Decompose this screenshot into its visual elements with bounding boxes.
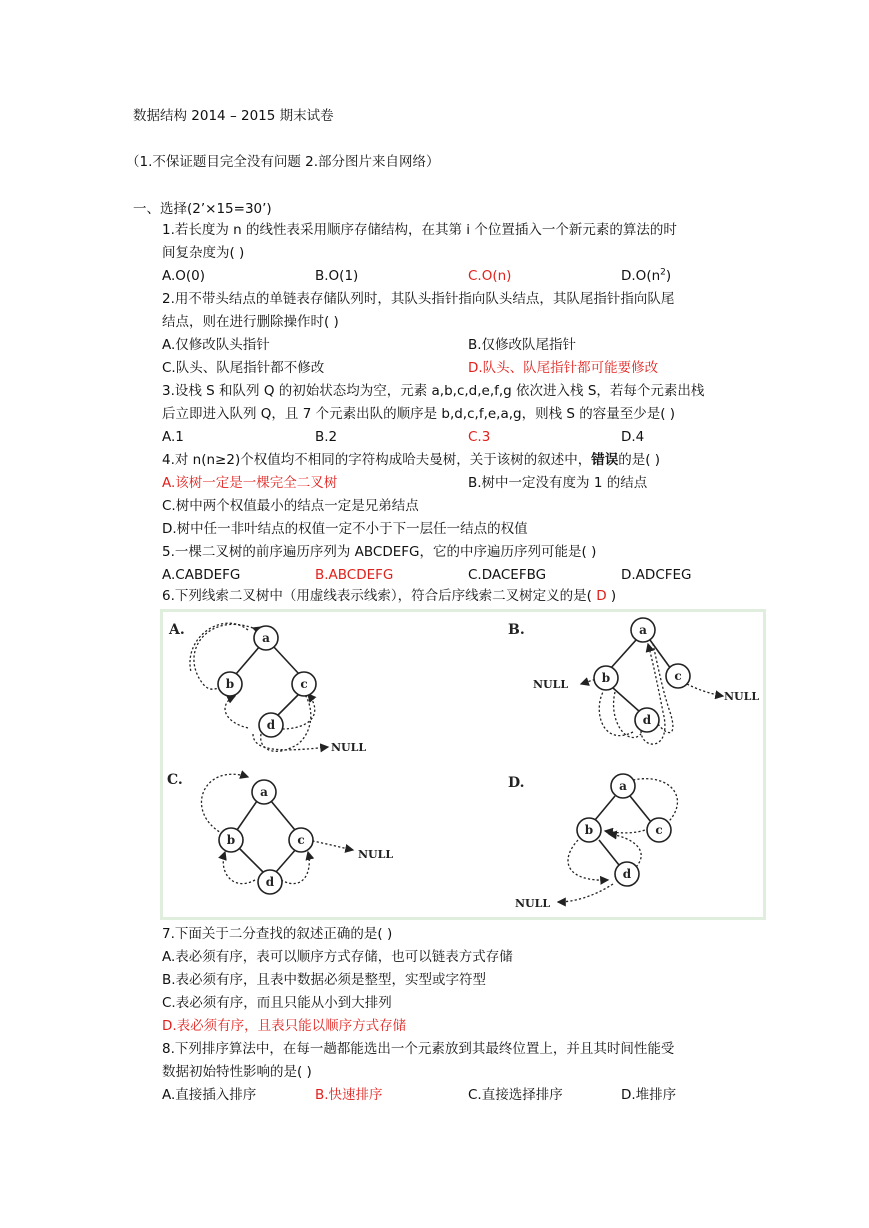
q7-option-c: C.表必须有序，而且只能从小到大排列 (162, 995, 392, 1011)
q6-line-pre: 6.下列线索二叉树中（用虚线表示线索），符合后序线索二叉树定义的是( (162, 588, 597, 604)
q6-line-post: ) (606, 588, 617, 604)
q3-line-2: 后立即进入队列 Q，且 7 个元素出队的顺序是 b,d,c,f,e,a,g，则栈 S 的容量至少是( ) (162, 406, 676, 422)
q5-option-c: C.DACEFBG (468, 567, 547, 583)
panel-a-label: A. (169, 622, 185, 638)
panel-a-node-b: b (225, 677, 235, 691)
q1-option-d (621, 266, 671, 286)
q2-option-b: B.仅修改队尾指针 (468, 337, 577, 353)
q2-option-a: A.仅修改队头指针 (162, 337, 270, 353)
q7-option-d-answer: D.表必须有序，且表只能以顺序方式存储 (162, 1018, 407, 1034)
panel-b-node-b: b (601, 671, 611, 685)
panel-c (167, 772, 393, 894)
q7-option-b: B.表必须有序，且表中数据必须是整型，实型或字符型 (162, 972, 487, 988)
q6-answer: D (596, 588, 607, 604)
q8-option-a: A.直接插入排序 (162, 1087, 257, 1103)
q7-line-1: 7.下面关于二分查找的叙述正确的是( ) (162, 926, 393, 942)
panel-b (508, 618, 759, 744)
q5-line-1: 5.一棵二叉树的前序遍历序列为 ABCDEFG，它的中序遍历序列可能是( ) (162, 544, 597, 560)
document-title: 数据结构 2014 – 2015 期末试卷 (133, 108, 334, 124)
q8-option-d: D.堆排序 (621, 1087, 677, 1103)
panel-a-node-a: a (262, 631, 270, 645)
panel-c-node-c: c (297, 833, 305, 847)
panel-d-null: NULL (515, 897, 551, 910)
q4-option-a-answer: A.该树一定是一棵完全二叉树 (162, 475, 338, 491)
section-heading: 一、选择(2’×15=30’) (133, 201, 272, 217)
q3-option-c-answer: C.3 (468, 429, 491, 445)
panel-c-node-d: d (265, 875, 275, 889)
panel-c-node-b: b (226, 833, 236, 847)
q1-option-c-answer: C.O(n) (468, 268, 512, 284)
q7-option-a: A.表必须有序，表可以顺序方式存储，也可以链表方式存储 (162, 949, 513, 965)
q1-line-1: 1.若长度为 n 的线性表采用顺序存储结构，在其第 i 个位置插入一个新元素的算法的时 (162, 222, 677, 238)
q4-option-c: C.树中两个权值最小的结点一定是兄弟结点 (162, 498, 419, 514)
q1-option-d-base: D.O(n (621, 268, 661, 284)
panel-d-node-d: d (622, 867, 632, 881)
q4-option-b: B.树中一定没有度为 1 的结点 (468, 475, 648, 491)
panel-a-node-c: c (300, 677, 308, 691)
q8-option-c: C.直接选择排序 (468, 1087, 563, 1103)
q3-option-d: D.4 (621, 429, 645, 445)
panel-c-label: C. (167, 772, 183, 788)
q8-line-2: 数据初始特性影响的是( ) (162, 1064, 312, 1080)
q8-option-b-answer: B.快速排序 (315, 1087, 383, 1103)
q8-line-1: 8.下列排序算法中，在每一趟都能选出一个元素放到其最终位置上，并且其时间性能受 (162, 1041, 675, 1057)
q6-line (162, 586, 616, 606)
panel-a (168, 622, 366, 754)
panel-a-null: NULL (331, 741, 367, 754)
q2-line-2: 结点，则在进行删除操作时( ) (162, 314, 339, 330)
panel-c-null: NULL (358, 848, 394, 861)
q1-option-d-exponent: 2 (660, 267, 666, 278)
q4-line-pre: 4.对 n(n≥2)个权值均不相同的字符构成哈夫曼树，关于该树的叙述中， (162, 452, 592, 468)
threaded-tree-figure (160, 609, 766, 920)
q4-option-d: D.树中任一非叶结点的权值一定不小于下一层任一结点的权值 (162, 521, 528, 537)
q1-line-2: 间复杂度为( ) (162, 245, 245, 261)
panel-c-node-a: a (260, 785, 268, 799)
panel-d-node-c: c (655, 823, 663, 837)
q3-option-b: B.2 (315, 429, 338, 445)
q5-option-d: D.ADCFEG (621, 567, 692, 583)
panel-d-label: D. (508, 775, 525, 791)
q1-option-d-tail: ) (665, 268, 672, 284)
panel-b-null-left: NULL (533, 678, 569, 691)
q2-line-1: 2.用不带头结点的单链表存储队列时，其队头指针指向队头结点，其队尾指针指向队尾 (162, 291, 675, 307)
q3-option-a: A.1 (162, 429, 184, 445)
q2-option-c: C.队头、队尾指针都不修改 (162, 360, 325, 376)
panel-b-null-right: NULL (724, 690, 760, 703)
q5-option-b-answer: B.ABCDEFG (315, 567, 394, 583)
panel-d (508, 774, 677, 910)
q2-option-d-answer: D.队头、队尾指针都可能要修改 (468, 360, 659, 376)
panel-b-node-a: a (639, 623, 647, 637)
q5-option-a: A.CABDEFG (162, 567, 241, 583)
panel-b-node-c: c (674, 669, 682, 683)
q1-option-b: B.O(1) (315, 268, 359, 284)
q4-line (162, 450, 660, 470)
q4-line-bold: 错误 (591, 452, 619, 468)
q4-line-post: 的是( ) (618, 452, 661, 468)
q3-line-1: 3.设栈 S 和队列 Q 的初始状态均为空，元素 a,b,c,d,e,f,g 依次进入栈 S，若每个元素出栈 (162, 383, 705, 399)
panel-d-node-b: b (584, 823, 594, 837)
q1-option-a: A.O(0) (162, 268, 206, 284)
panel-b-node-d: d (642, 713, 652, 727)
panel-b-label: B. (508, 622, 525, 638)
document-note: （1.不保证题目完全没有问题 2.部分图片来自网络） (126, 154, 440, 170)
panel-d-node-a: a (619, 779, 627, 793)
panel-a-node-d: d (266, 718, 276, 732)
